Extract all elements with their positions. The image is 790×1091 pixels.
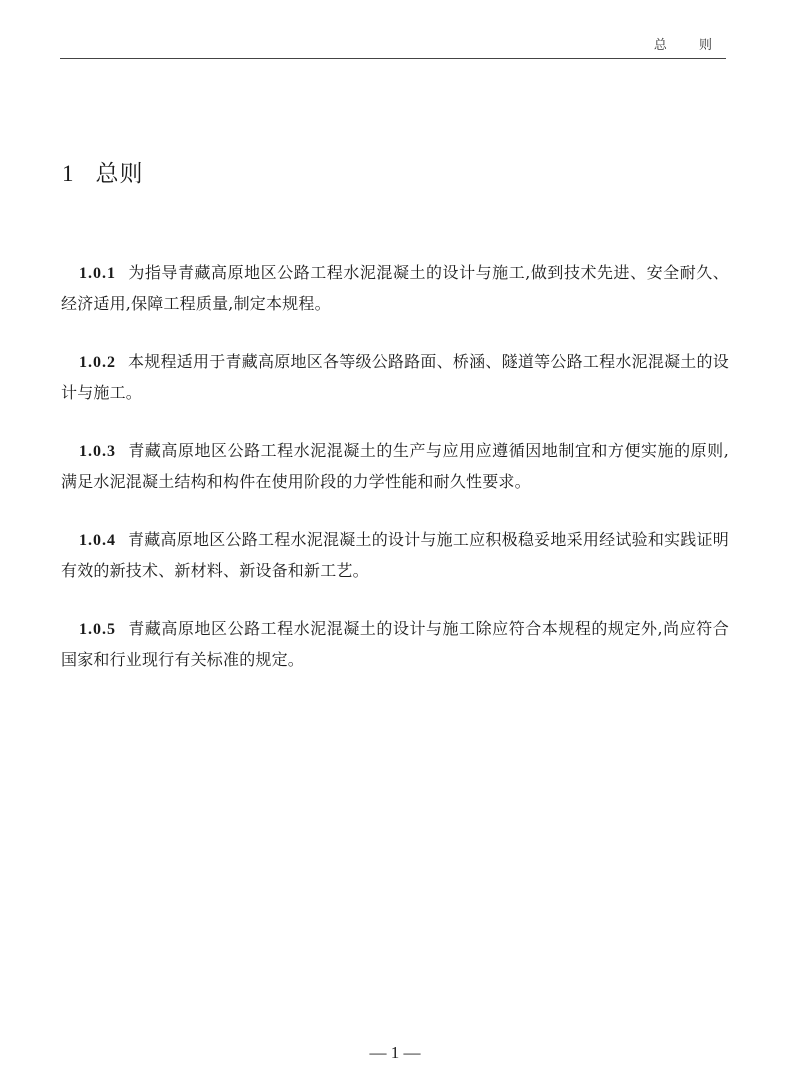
clause-list (61, 258, 729, 703)
clause-number: 1.0.2 (79, 354, 116, 371)
chapter-title (62, 155, 144, 188)
clause-1-0-2 (61, 347, 729, 408)
clause-text: 为指导青藏高原地区公路工程水泥混凝土的设计与施工,做到技术先进、安全耐久、经济适用,保障工程质量,制定本规程。 (61, 263, 729, 313)
clause-text: 本规程适用于青藏高原地区各等级公路路面、桥涵、隧道等公路工程水泥混凝土的设计与施工。 (61, 352, 729, 402)
clause-number: 1.0.1 (79, 265, 116, 282)
page-number: — 1 — (369, 1043, 421, 1062)
header-rule (60, 58, 726, 59)
chapter-name: 总则 (95, 161, 144, 187)
clause-1-0-3 (61, 436, 729, 497)
clause-number: 1.0.4 (79, 532, 116, 549)
clause-number: 1.0.5 (79, 621, 116, 638)
clause-text: 青藏高原地区公路工程水泥混凝土的生产与应用应遵循因地制宜和方便实施的原则,满足水泥混凝土结构和构件在使用阶段的力学性能和耐久性要求。 (61, 441, 729, 491)
clause-text: 青藏高原地区公路工程水泥混凝土的设计与施工应积极稳妥地采用经试验和实践证明有效的新技术、新材料、新设备和新工艺。 (61, 530, 729, 580)
clause-1-0-5 (61, 614, 729, 675)
clause-text: 青藏高原地区公路工程水泥混凝土的设计与施工除应符合本规程的规定外,尚应符合国家和行业现行有关标准的规定。 (61, 619, 729, 669)
clause-1-0-4 (61, 525, 729, 586)
clause-number: 1.0.3 (79, 443, 116, 460)
clause-1-0-1 (61, 258, 729, 319)
running-header: 总 则 (653, 38, 726, 53)
chapter-number: 1 (62, 161, 74, 186)
